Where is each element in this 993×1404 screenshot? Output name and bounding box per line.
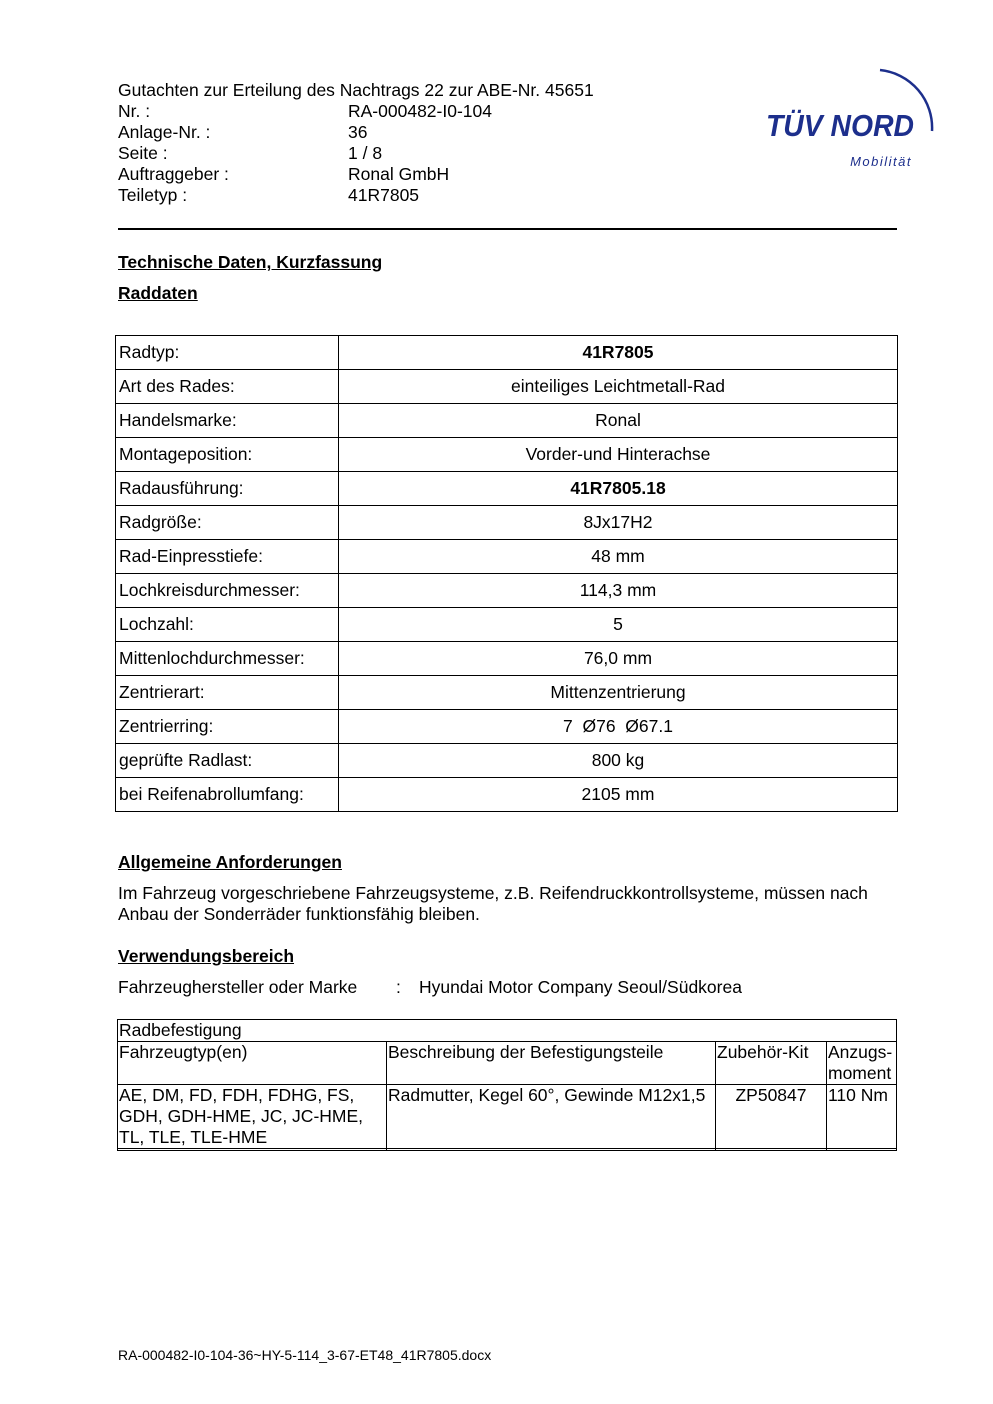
logo-subtitle: Mobilität: [850, 154, 912, 169]
table-row: [116, 744, 898, 778]
header-divider: [118, 228, 897, 230]
table-row-spacer: [118, 1149, 897, 1151]
column-header: Anzugs-moment: [827, 1042, 897, 1085]
header-label: Anlage-Nr. :: [118, 122, 211, 142]
column-header: Zubehör-Kit: [716, 1042, 827, 1085]
table-cell-value: 48 mm: [339, 540, 898, 574]
table-cell-value: 41R7805.18: [339, 472, 898, 506]
fahrzeughersteller-label: Fahrzeughersteller oder Marke: [118, 977, 358, 997]
table-cell-value: 800 kg: [339, 744, 898, 778]
radbefestigung-title: Radbefestigung: [118, 1020, 897, 1042]
section-heading-verwendung: Verwendungsbereich: [118, 946, 295, 966]
header-label: Auftraggeber :: [118, 164, 229, 184]
table-row: [116, 642, 898, 676]
header-label: Teiletyp :: [118, 185, 188, 205]
table-cell-value: Mittenzentrierung: [339, 676, 898, 710]
table-row: [116, 710, 898, 744]
table-cell-label: Radgröße:: [116, 506, 339, 540]
table-cell-value: Vorder-und Hinterachse: [339, 438, 898, 472]
table-cell: ZP50847: [716, 1085, 827, 1149]
table-row: [116, 472, 898, 506]
table-cell-label: Lochkreisdurchmesser:: [116, 574, 339, 608]
column-header: Fahrzeugtyp(en): [118, 1042, 387, 1085]
table-row: [116, 778, 898, 812]
table-cell: AE, DM, FD, FDH, FDHG, FS, GDH, GDH-HME, JC, JC-HME, TL, TLE, TLE-HME: [118, 1085, 387, 1149]
table-cell: Radmutter, Kegel 60°, Gewinde M12x1,5: [387, 1085, 716, 1149]
table-row: [116, 608, 898, 642]
table-cell-label: Mittenlochdurchmesser:: [116, 642, 339, 676]
header-row-teiletyp: [118, 185, 678, 206]
table-row: [116, 540, 898, 574]
table-cell-value: einteiliges Leichtmetall-Rad: [339, 370, 898, 404]
header-row-nr: [118, 101, 678, 122]
table-cell-label: Radausführung:: [116, 472, 339, 506]
table-row: [116, 676, 898, 710]
document-title: Gutachten zur Erteilung des Nachtrags 22 zur ABE-Nr. 45651: [118, 80, 594, 100]
section-heading-allgemein: Allgemeine Anforderungen: [118, 852, 342, 872]
table-cell-label: Art des Rades:: [116, 370, 339, 404]
table-cell-label: Zentrierring:: [116, 710, 339, 744]
document-header: [118, 80, 678, 206]
header-label: Nr. :: [118, 101, 151, 121]
footer-filename: RA-000482-I0-104-36~HY-5-114_3-67-ET48_41R7805.docx: [118, 1347, 492, 1363]
fahrzeughersteller-separator: :: [396, 977, 401, 997]
fahrzeughersteller-value: Hyundai Motor Company Seoul/Südkorea: [419, 977, 742, 997]
table-cell-label: geprüfte Radlast:: [116, 744, 339, 778]
header-value: 36: [348, 122, 368, 142]
table-cell-label: Rad-Einpresstiefe:: [116, 540, 339, 574]
header-row-seite: [118, 143, 678, 164]
fahrzeughersteller-line: [118, 977, 742, 998]
tuev-nord-logo: [762, 56, 947, 171]
logo-brand-text: TÜV NORD: [766, 108, 914, 143]
table-row: [116, 506, 898, 540]
table-cell-value: 76,0 mm: [339, 642, 898, 676]
table-cell-value: 114,3 mm: [339, 574, 898, 608]
table-cell-value: 7 Ø76 Ø67.1: [339, 710, 898, 744]
section-heading-tech: Technische Daten, Kurzfassung: [118, 252, 383, 272]
raddaten-table: [115, 335, 898, 812]
header-row-auftraggeber: [118, 164, 678, 185]
header-value: 41R7805: [348, 185, 420, 205]
allgemein-paragraph: Im Fahrzeug vorgeschriebene Fahrzeugsysteme, z.B. Reifendruckkontrollsysteme, müssen nach Anbau der Sonderräder funktionsfähig bleiben.: [118, 883, 868, 924]
section-heading-raddaten: Raddaten: [118, 283, 198, 303]
header-label: Seite :: [118, 143, 168, 163]
table-cell-value: 41R7805: [339, 336, 898, 370]
table-row: [116, 370, 898, 404]
header-row-anlage: [118, 122, 678, 143]
table-cell-label: Handelsmarke:: [116, 404, 339, 438]
table-cell-label: Montageposition:: [116, 438, 339, 472]
table-row: [116, 404, 898, 438]
table-header-row: [118, 1042, 897, 1085]
table-cell-value: 8Jx17H2: [339, 506, 898, 540]
table-cell-label: Zentrierart:: [116, 676, 339, 710]
radbefestigung-table: [117, 1019, 897, 1151]
table-cell-label: Lochzahl:: [116, 608, 339, 642]
table-cell-value: Ronal: [339, 404, 898, 438]
table-row: [116, 336, 898, 370]
table-cell-label: bei Reifenabrollumfang:: [116, 778, 339, 812]
table-cell-label: Radtyp:: [116, 336, 339, 370]
header-value: Ronal GmbH: [348, 164, 450, 184]
header-value: RA-000482-I0-104: [348, 101, 492, 121]
table-row: [116, 574, 898, 608]
table-cell-value: 5: [339, 608, 898, 642]
column-header: Beschreibung der Befestigungsteile: [387, 1042, 716, 1085]
table-row: [118, 1085, 897, 1149]
table-row: [116, 438, 898, 472]
table-cell-value: 2105 mm: [339, 778, 898, 812]
header-value: 1 / 8: [348, 143, 383, 163]
table-cell: 110 Nm: [827, 1085, 897, 1149]
table-row: [118, 1020, 897, 1042]
